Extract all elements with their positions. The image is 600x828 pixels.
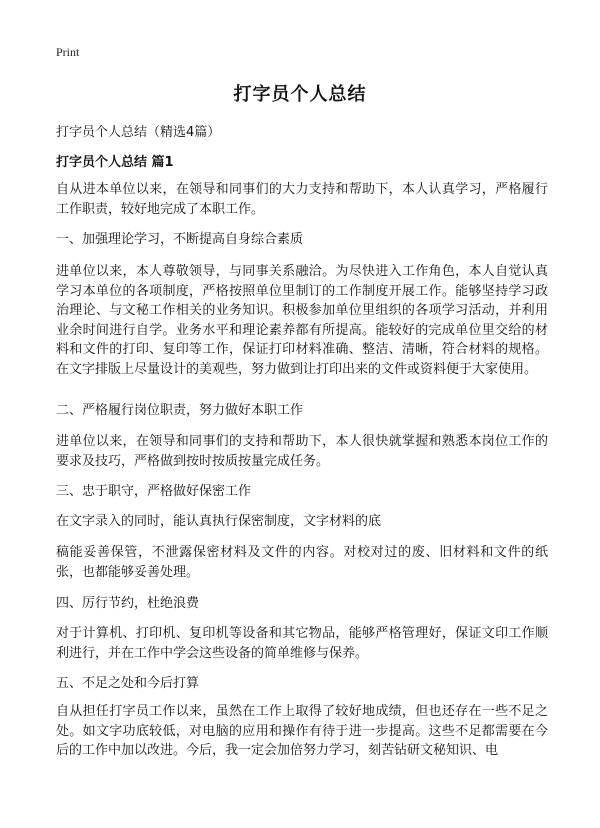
paragraph-confidentiality-2: 稿能妥善保管，不泄露保密材料及文件的内容。对校对过的废、旧材料和文件的纸张，也都能够妥善处理。 bbox=[56, 545, 548, 580]
paragraph-theory-study: 进单位以来，本人尊敬领导，与同事关系融洽。为尽快进入工作角色，本人自觉认真学习本单位的各项制度，严格按照单位里制订的工作制度开展工作。能够坚持学习政治理论、与文秘工作相关的业务知识。积极参加单位里组织的各项学习活动，并利用业余时间进行自学。业务水平和理论素养都有所提高。能较好的完成单位里交给的材料和文件的打印、复印等工作，保证打印材料准确、整洁、清晰，符合材料的规格。在文字排版上尽量设计的美观些，努力做到让打印出来的文件或资料便于大家使用。 bbox=[56, 264, 548, 377]
print-link[interactable]: Print bbox=[56, 45, 80, 59]
intro-paragraph: 自从进本单位以来，在领导和同事们的大力支持和帮助下，本人认真学习，严格履行工作职责，较好地完成了本职工作。 bbox=[56, 182, 548, 217]
document-subtitle: 打字员个人总结（精选4篇） bbox=[56, 125, 221, 140]
heading-job-duties: 二、严格履行岗位职责，努力做好本职工作 bbox=[56, 403, 304, 418]
document-title: 打字员个人总结 bbox=[233, 84, 367, 105]
heading-theory-study: 一、加强理论学习，不断提高自身综合素质 bbox=[56, 232, 304, 247]
heading-economy: 四、厉行节约，杜绝浪费 bbox=[56, 596, 200, 611]
paragraph-economy: 对于计算机、打印机、复印机等设备和其它物品，能够严格管理好，保证文印工作顺利进行，并在工作中学会这些设备的简单维修与保养。 bbox=[56, 626, 548, 661]
paragraph-job-duties: 进单位以来，在领导和同事们的支持和帮助下，本人很快就掌握和熟悉本岗位工作的要求及技巧，严格做到按时按质按量完成任务。 bbox=[56, 434, 548, 469]
heading-shortcomings: 五、不足之处和今后打算 bbox=[56, 676, 200, 691]
section-title: 打字员个人总结 篇1 bbox=[56, 155, 174, 170]
paragraph-confidentiality-1: 在文字录入的同时，能认真执行保密制度，文字材料的底 bbox=[56, 514, 382, 529]
heading-confidentiality: 三、忠于职守，严格做好保密工作 bbox=[56, 484, 252, 499]
paragraph-shortcomings: 自从担任打字员工作以来，虽然在工作上取得了较好地成绩，但也还存在一些不足之处。如文字功底较低，对电脑的应用和操作有待于进一步提高。这些不足都需要在今后的工作中加以改进。今后，我一定会加倍努力学习，刻苦钻研文秘知识、电 bbox=[56, 704, 548, 758]
